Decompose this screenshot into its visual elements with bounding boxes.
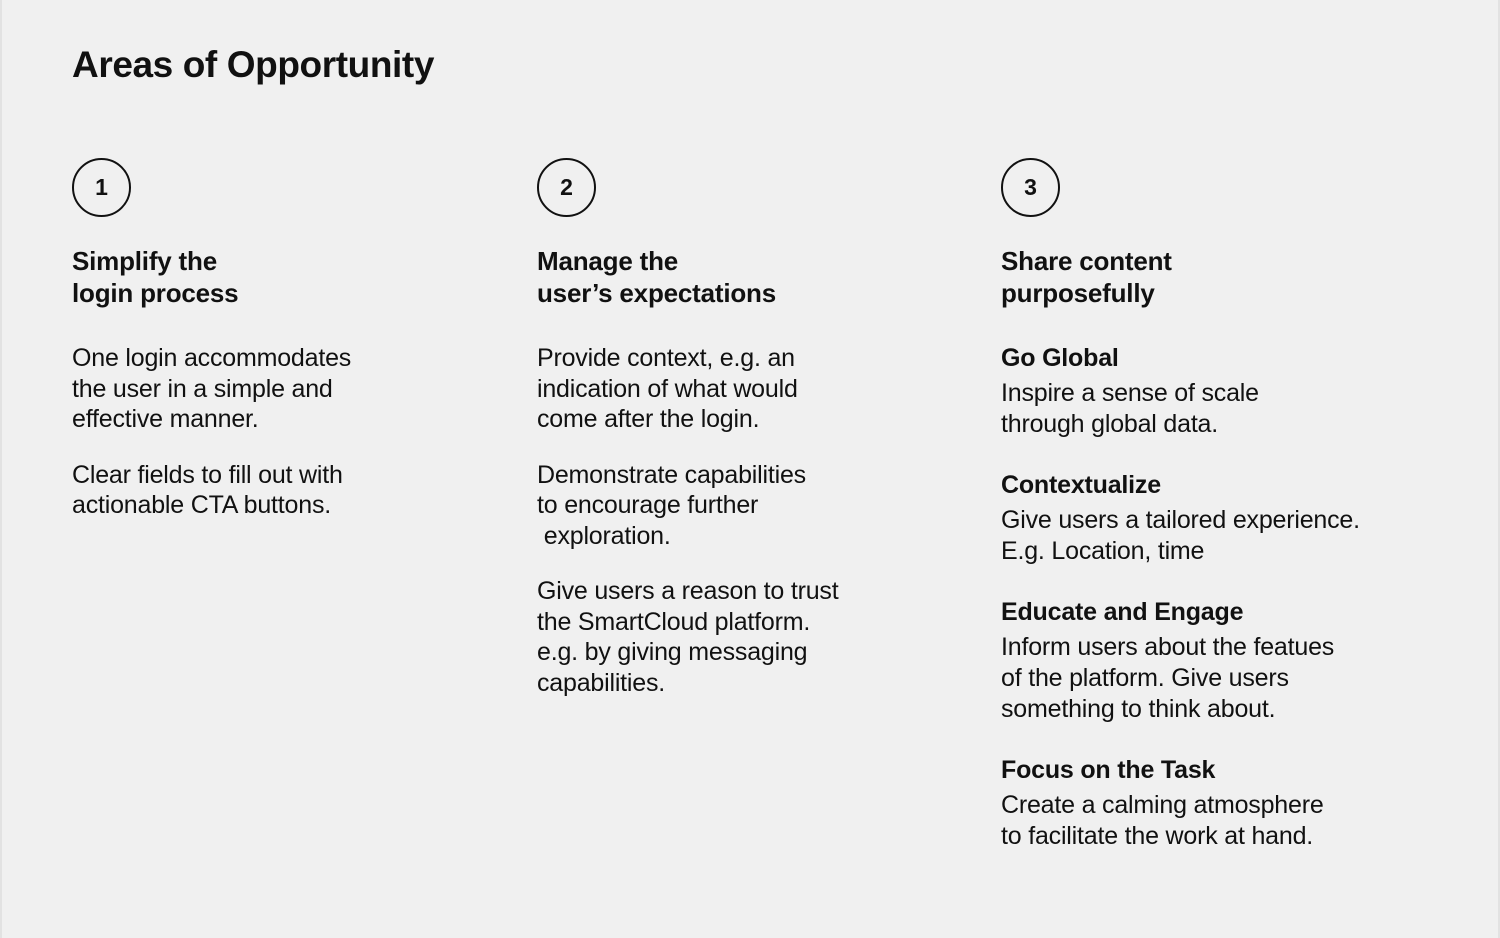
column-heading: Simplify the login process bbox=[72, 246, 239, 308]
opportunity-column-1 bbox=[72, 158, 472, 521]
sub-item-title: Educate and Engage bbox=[1001, 598, 1244, 626]
body-paragraph: Provide context, e.g. an indication of what would come after the login. bbox=[537, 344, 798, 433]
column-body bbox=[1001, 343, 1401, 852]
body-paragraph: Give users a reason to trust the SmartCloud platform. e.g. by giving messaging capabilities. bbox=[537, 577, 839, 697]
step-number-badge: 1 bbox=[72, 158, 131, 217]
sub-item bbox=[1001, 343, 1401, 440]
opportunity-column-2 bbox=[537, 158, 937, 698]
sub-item-text: Inspire a sense of scale through global data. bbox=[1001, 379, 1259, 438]
sub-item bbox=[1001, 470, 1401, 567]
page-title: Areas of Opportunity bbox=[72, 44, 435, 85]
sub-item-text: Give users a tailored experience. E.g. Location, time bbox=[1001, 506, 1360, 565]
step-number-badge: 2 bbox=[537, 158, 596, 217]
body-paragraph: Clear fields to fill out with actionable CTA buttons. bbox=[72, 460, 343, 519]
body-paragraph: Demonstrate capabilities to encourage further exploration. bbox=[537, 460, 806, 550]
body-paragraph: One login accommodates the user in a simple and effective manner. bbox=[72, 344, 352, 433]
sub-item-text: Inform users about the featues of the platform. Give users something to think about. bbox=[1001, 633, 1335, 723]
column-body bbox=[537, 343, 937, 698]
opportunity-column-3 bbox=[1001, 158, 1401, 882]
step-number-badge: 3 bbox=[1001, 158, 1060, 217]
column-heading: Share content purposefully bbox=[1001, 246, 1172, 308]
sub-item-title: Contextualize bbox=[1001, 471, 1161, 499]
sub-item-title: Focus on the Task bbox=[1001, 756, 1216, 784]
column-heading: Manage the user’s expectations bbox=[537, 246, 776, 308]
sub-item-title: Go Global bbox=[1001, 344, 1119, 372]
sub-item bbox=[1001, 755, 1401, 852]
sub-item-text: Create a calming atmosphere to facilitate the work at hand. bbox=[1001, 791, 1324, 850]
column-body bbox=[72, 343, 472, 521]
sub-item bbox=[1001, 597, 1401, 725]
